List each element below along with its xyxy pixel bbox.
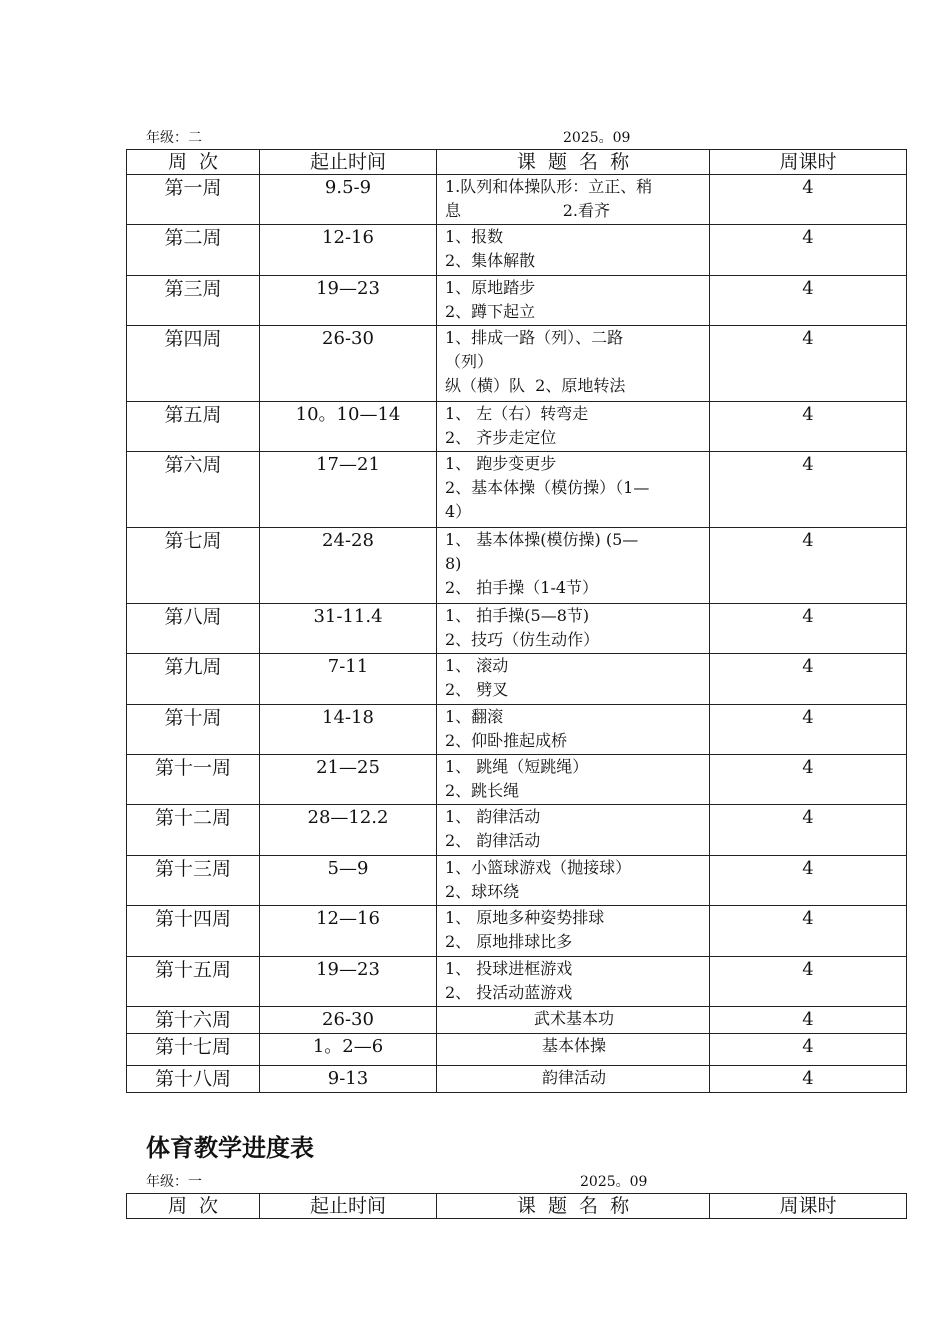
table-row [127, 175, 907, 225]
topic-line: 纵（横）队 2、原地转法 [445, 376, 626, 395]
table-row [127, 1007, 907, 1034]
topic-line: 1、 左（右）转弯走 [445, 404, 589, 423]
topic-cell [437, 856, 710, 906]
week-cell: 第十六周 [127, 1007, 260, 1034]
week-cell: 第十四周 [127, 906, 260, 957]
topic-line: 2、蹲下起立 [445, 302, 536, 321]
hours-cell: 4 [710, 604, 907, 654]
header-hours: 周课时 [710, 150, 907, 175]
topic-cell [437, 755, 710, 805]
topic-cell [437, 402, 710, 452]
topic-line: 2、球环绕 [445, 882, 520, 901]
hours-cell: 4 [710, 705, 907, 755]
topic-line: 8) [445, 554, 462, 573]
date-label-2: 2025。09 [580, 1174, 648, 1190]
table-row [127, 805, 907, 856]
hours-cell: 4 [710, 805, 907, 856]
week-cell: 第一周 [127, 175, 260, 225]
topic-cell [437, 705, 710, 755]
hours-cell: 4 [710, 452, 907, 528]
header-dates: 起止时间 [260, 150, 437, 175]
dates-cell: 9-13 [260, 1066, 437, 1093]
week-cell: 第十三周 [127, 856, 260, 906]
table-row [127, 1034, 907, 1066]
dates-cell: 5—9 [260, 856, 437, 906]
table-row [127, 402, 907, 452]
table-header-row [127, 1194, 907, 1219]
hours-cell: 4 [710, 755, 907, 805]
week-cell: 第九周 [127, 654, 260, 705]
topic-line: 1、报数 [445, 227, 504, 246]
dates-cell: 12-16 [260, 225, 437, 276]
hours-cell: 4 [710, 654, 907, 705]
topic-cell [437, 1066, 710, 1093]
week-cell: 第十五周 [127, 957, 260, 1007]
topic-line: 2、技巧（仿生动作） [445, 630, 600, 649]
table-row [127, 1066, 907, 1093]
topic-line: 息 2.看齐 [445, 201, 610, 220]
topic-line: 1.队列和体操队形：立正、稍 [445, 177, 653, 196]
topic-cell [437, 452, 710, 528]
grade-label-2: 年级：一 [146, 1174, 202, 1190]
topic-cell [437, 1034, 710, 1066]
dates-cell: 17—21 [260, 452, 437, 528]
topic-line: 2、跳长绳 [445, 781, 520, 800]
topic-line: 2、 韵律活动 [445, 831, 541, 850]
topic-cell [437, 276, 710, 326]
dates-cell: 31-11.4 [260, 604, 437, 654]
week-cell: 第十二周 [127, 805, 260, 856]
dates-cell: 1。2—6 [260, 1034, 437, 1066]
topic-line: 2、 原地排球比多 [445, 932, 573, 951]
topic-line: 2、集体解散 [445, 251, 536, 270]
topic-line: 2、 齐步走定位 [445, 428, 557, 447]
topic-line: 1、 拍手操(5—8节) [445, 606, 590, 625]
dates-cell: 14-18 [260, 705, 437, 755]
table-row [127, 276, 907, 326]
hours-cell: 4 [710, 225, 907, 276]
table-row [127, 452, 907, 528]
topic-line: 2、 劈叉 [445, 680, 509, 699]
dates-cell: 12—16 [260, 906, 437, 957]
week-cell: 第三周 [127, 276, 260, 326]
dates-cell: 28—12.2 [260, 805, 437, 856]
week-cell: 第四周 [127, 326, 260, 402]
header-week: 周 次 [127, 150, 260, 175]
dates-cell: 26-30 [260, 326, 437, 402]
header-topic: 课 题 名 称 [437, 150, 710, 175]
topic-line: 1、 跳绳（短跳绳） [445, 757, 589, 776]
topic-line: （列） [445, 352, 494, 371]
week-cell: 第八周 [127, 604, 260, 654]
hours-cell: 4 [710, 1034, 907, 1066]
grade-label: 年级：二 [146, 130, 202, 146]
topic-line: 武术基本功 [533, 1009, 614, 1028]
section-title: 体育教学进度表 [146, 1134, 314, 1162]
topic-line: 1、 跑步变更步 [445, 454, 557, 473]
table-row [127, 755, 907, 805]
dates-cell: 19—23 [260, 276, 437, 326]
topic-cell [437, 528, 710, 604]
header-week: 周 次 [127, 1194, 260, 1219]
dates-cell: 10。10—14 [260, 402, 437, 452]
dates-cell: 19—23 [260, 957, 437, 1007]
week-cell: 第六周 [127, 452, 260, 528]
topic-line: 1、排成一路（列）、二路 [445, 328, 624, 347]
table-header-row [127, 150, 907, 175]
hours-cell: 4 [710, 276, 907, 326]
topic-line: 2、基本体操（模仿操）（1— [445, 478, 650, 497]
week-cell: 第十周 [127, 705, 260, 755]
topic-cell [437, 604, 710, 654]
hours-cell: 4 [710, 528, 907, 604]
topic-cell [437, 805, 710, 856]
hours-cell: 4 [710, 175, 907, 225]
dates-cell: 21—25 [260, 755, 437, 805]
dates-cell: 9.5-9 [260, 175, 437, 225]
topic-line: 1、 基本体操(模仿操) (5— [445, 530, 639, 549]
topic-line: 2、 投活动蓝游戏 [445, 983, 573, 1002]
week-cell: 第十八周 [127, 1066, 260, 1093]
table-row [127, 957, 907, 1007]
topic-line: 1、小篮球游戏（抛接球） [445, 858, 632, 877]
schedule-table [126, 149, 907, 1093]
topic-line: 1、 投球进框游戏 [445, 959, 573, 978]
topic-line: 2、 拍手操（1-4节） [445, 578, 599, 597]
topic-line: 2、仰卧推起成桥 [445, 731, 568, 750]
week-cell: 第十七周 [127, 1034, 260, 1066]
topic-cell [437, 1007, 710, 1034]
dates-cell: 7-11 [260, 654, 437, 705]
week-cell: 第二周 [127, 225, 260, 276]
table-row [127, 326, 907, 402]
topic-cell [437, 906, 710, 957]
header-topic: 课 题 名 称 [437, 1194, 710, 1219]
schedule-table-2 [126, 1193, 907, 1219]
topic-line: 4） [445, 502, 472, 521]
date-label: 2025。09 [563, 130, 631, 146]
hours-cell: 4 [710, 1066, 907, 1093]
hours-cell: 4 [710, 856, 907, 906]
table-row [127, 705, 907, 755]
dates-cell: 24-28 [260, 528, 437, 604]
table-row [127, 906, 907, 957]
dates-cell: 26-30 [260, 1007, 437, 1034]
header-hours: 周课时 [710, 1194, 907, 1219]
topic-line: 基本体操 [541, 1036, 606, 1055]
table-row [127, 856, 907, 906]
table-row [127, 225, 907, 276]
topic-line: 1、 韵律活动 [445, 807, 541, 826]
topic-cell [437, 957, 710, 1007]
topic-cell [437, 654, 710, 705]
topic-cell [437, 225, 710, 276]
table-row [127, 528, 907, 604]
topic-line: 韵律活动 [541, 1068, 606, 1087]
topic-cell [437, 175, 710, 225]
hours-cell: 4 [710, 957, 907, 1007]
header-dates: 起止时间 [260, 1194, 437, 1219]
hours-cell: 4 [710, 1007, 907, 1034]
table-row [127, 654, 907, 705]
week-cell: 第七周 [127, 528, 260, 604]
topic-line: 1、 滚动 [445, 656, 509, 675]
topic-cell [437, 326, 710, 402]
topic-line: 1、翻滚 [445, 707, 504, 726]
hours-cell: 4 [710, 326, 907, 402]
topic-line: 1、 原地多种姿势排球 [445, 908, 605, 927]
table-row [127, 604, 907, 654]
week-cell: 第十一周 [127, 755, 260, 805]
hours-cell: 4 [710, 402, 907, 452]
hours-cell: 4 [710, 906, 907, 957]
week-cell: 第五周 [127, 402, 260, 452]
topic-line: 1、原地踏步 [445, 278, 536, 297]
